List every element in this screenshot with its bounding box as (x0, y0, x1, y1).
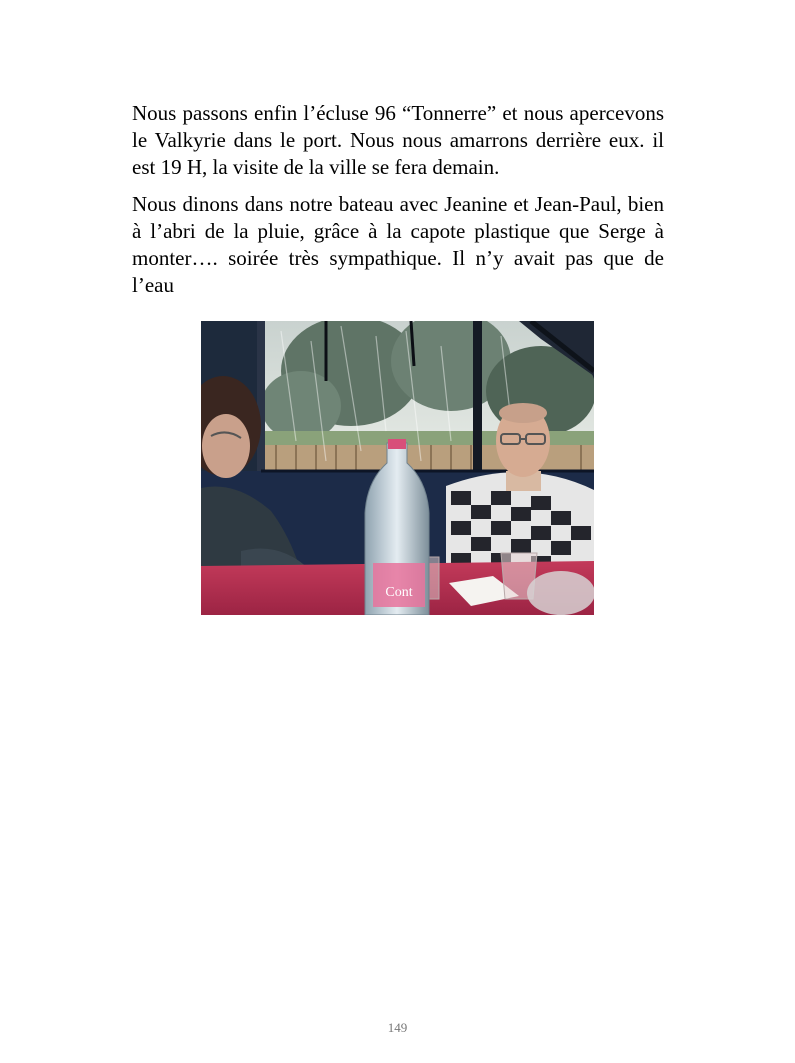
paragraph-dinner: Nous dinons dans notre bateau avec Jeanine et Jean-Paul, bien à l’abri de la pluie, grâce à la capote plastique que Serge à monter…. soirée très sympathique. Il n’y avait pas que de l’eau (132, 192, 664, 297)
bottle-label: Cont (385, 585, 413, 600)
dinner-photo-illustration (201, 321, 594, 615)
body-text (132, 100, 664, 309)
paragraph-lock-arrival: Nous passons enfin l’écluse 96 “Tonnerre” et nous apercevons le Valkyrie dans le port. Nous nous amarrons derrière eux. il est 19 H, la visite de la ville se fera demain. (132, 101, 664, 179)
page-number: 149 (387, 1020, 408, 1035)
dinner-photo (201, 321, 594, 615)
